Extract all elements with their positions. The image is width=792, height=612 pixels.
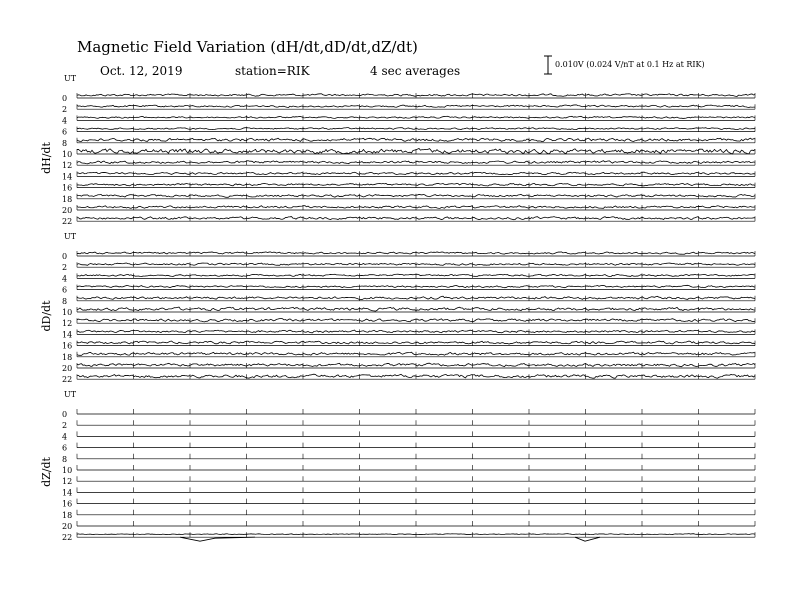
trace-label: 20 [62, 522, 73, 531]
trace-label: 14 [62, 330, 73, 340]
trace-label: 14 [62, 488, 73, 498]
trace-label: 18 [62, 352, 73, 362]
trace-label: 6 [62, 127, 68, 137]
trace-label: 8 [62, 454, 68, 464]
trace-label: 14 [62, 172, 73, 182]
chart-title: Magnetic Field Variation (dH/dt,dD/dt,dZ/dt) [77, 38, 418, 56]
panel-label: dZ/dt [40, 457, 53, 487]
trace-label: 0 [62, 252, 68, 261]
trace-label: 22 [62, 375, 73, 385]
scale-note: 0.010V (0.024 V/nT at 0.1 Hz at RIK) [555, 60, 705, 69]
panel-2 [40, 390, 755, 542]
trace-label: 10 [62, 466, 73, 475]
panel-label: dH/dt [40, 142, 53, 174]
trace-label: 12 [62, 319, 73, 329]
ut-axis-label: UT [64, 232, 77, 241]
panel-0 [40, 74, 755, 226]
trace-label: 12 [62, 477, 73, 487]
trace-label: 16 [62, 499, 73, 509]
ut-axis-label: UT [64, 74, 77, 83]
trace-label: 20 [62, 364, 73, 373]
trace-label: 20 [62, 206, 73, 215]
trace-label: 18 [62, 194, 73, 204]
trace-label: 6 [62, 443, 68, 453]
trace-label: 2 [62, 421, 68, 431]
trace-label: 0 [62, 410, 68, 419]
trace-label: 6 [62, 285, 68, 295]
station-label: station=RIK [235, 64, 310, 78]
scale-bar [544, 56, 552, 74]
panel-1 [40, 232, 755, 384]
trace-label: 16 [62, 341, 73, 351]
trace-label: 4 [62, 432, 68, 442]
ut-axis-label: UT [64, 390, 77, 399]
trace-label: 4 [62, 274, 68, 284]
trace-label: 8 [62, 296, 68, 306]
trace-label: 0 [62, 94, 68, 103]
averaging-label: 4 sec averages [370, 64, 461, 78]
trace-label: 4 [62, 116, 68, 126]
trace-line [575, 537, 600, 541]
trace-label: 22 [62, 533, 73, 543]
trace-label: 10 [62, 308, 73, 317]
trace-label: 2 [62, 263, 68, 273]
trace-label: 18 [62, 510, 73, 520]
trace-line [180, 537, 255, 541]
trace-label: 22 [62, 217, 73, 227]
panel-label: dD/dt [40, 300, 53, 332]
trace-label: 10 [62, 150, 73, 159]
date-label: Oct. 12, 2019 [100, 64, 183, 78]
trace-label: 16 [62, 183, 73, 193]
trace-label: 2 [62, 105, 68, 115]
trace-label: 12 [62, 161, 73, 171]
trace-label: 8 [62, 138, 68, 148]
